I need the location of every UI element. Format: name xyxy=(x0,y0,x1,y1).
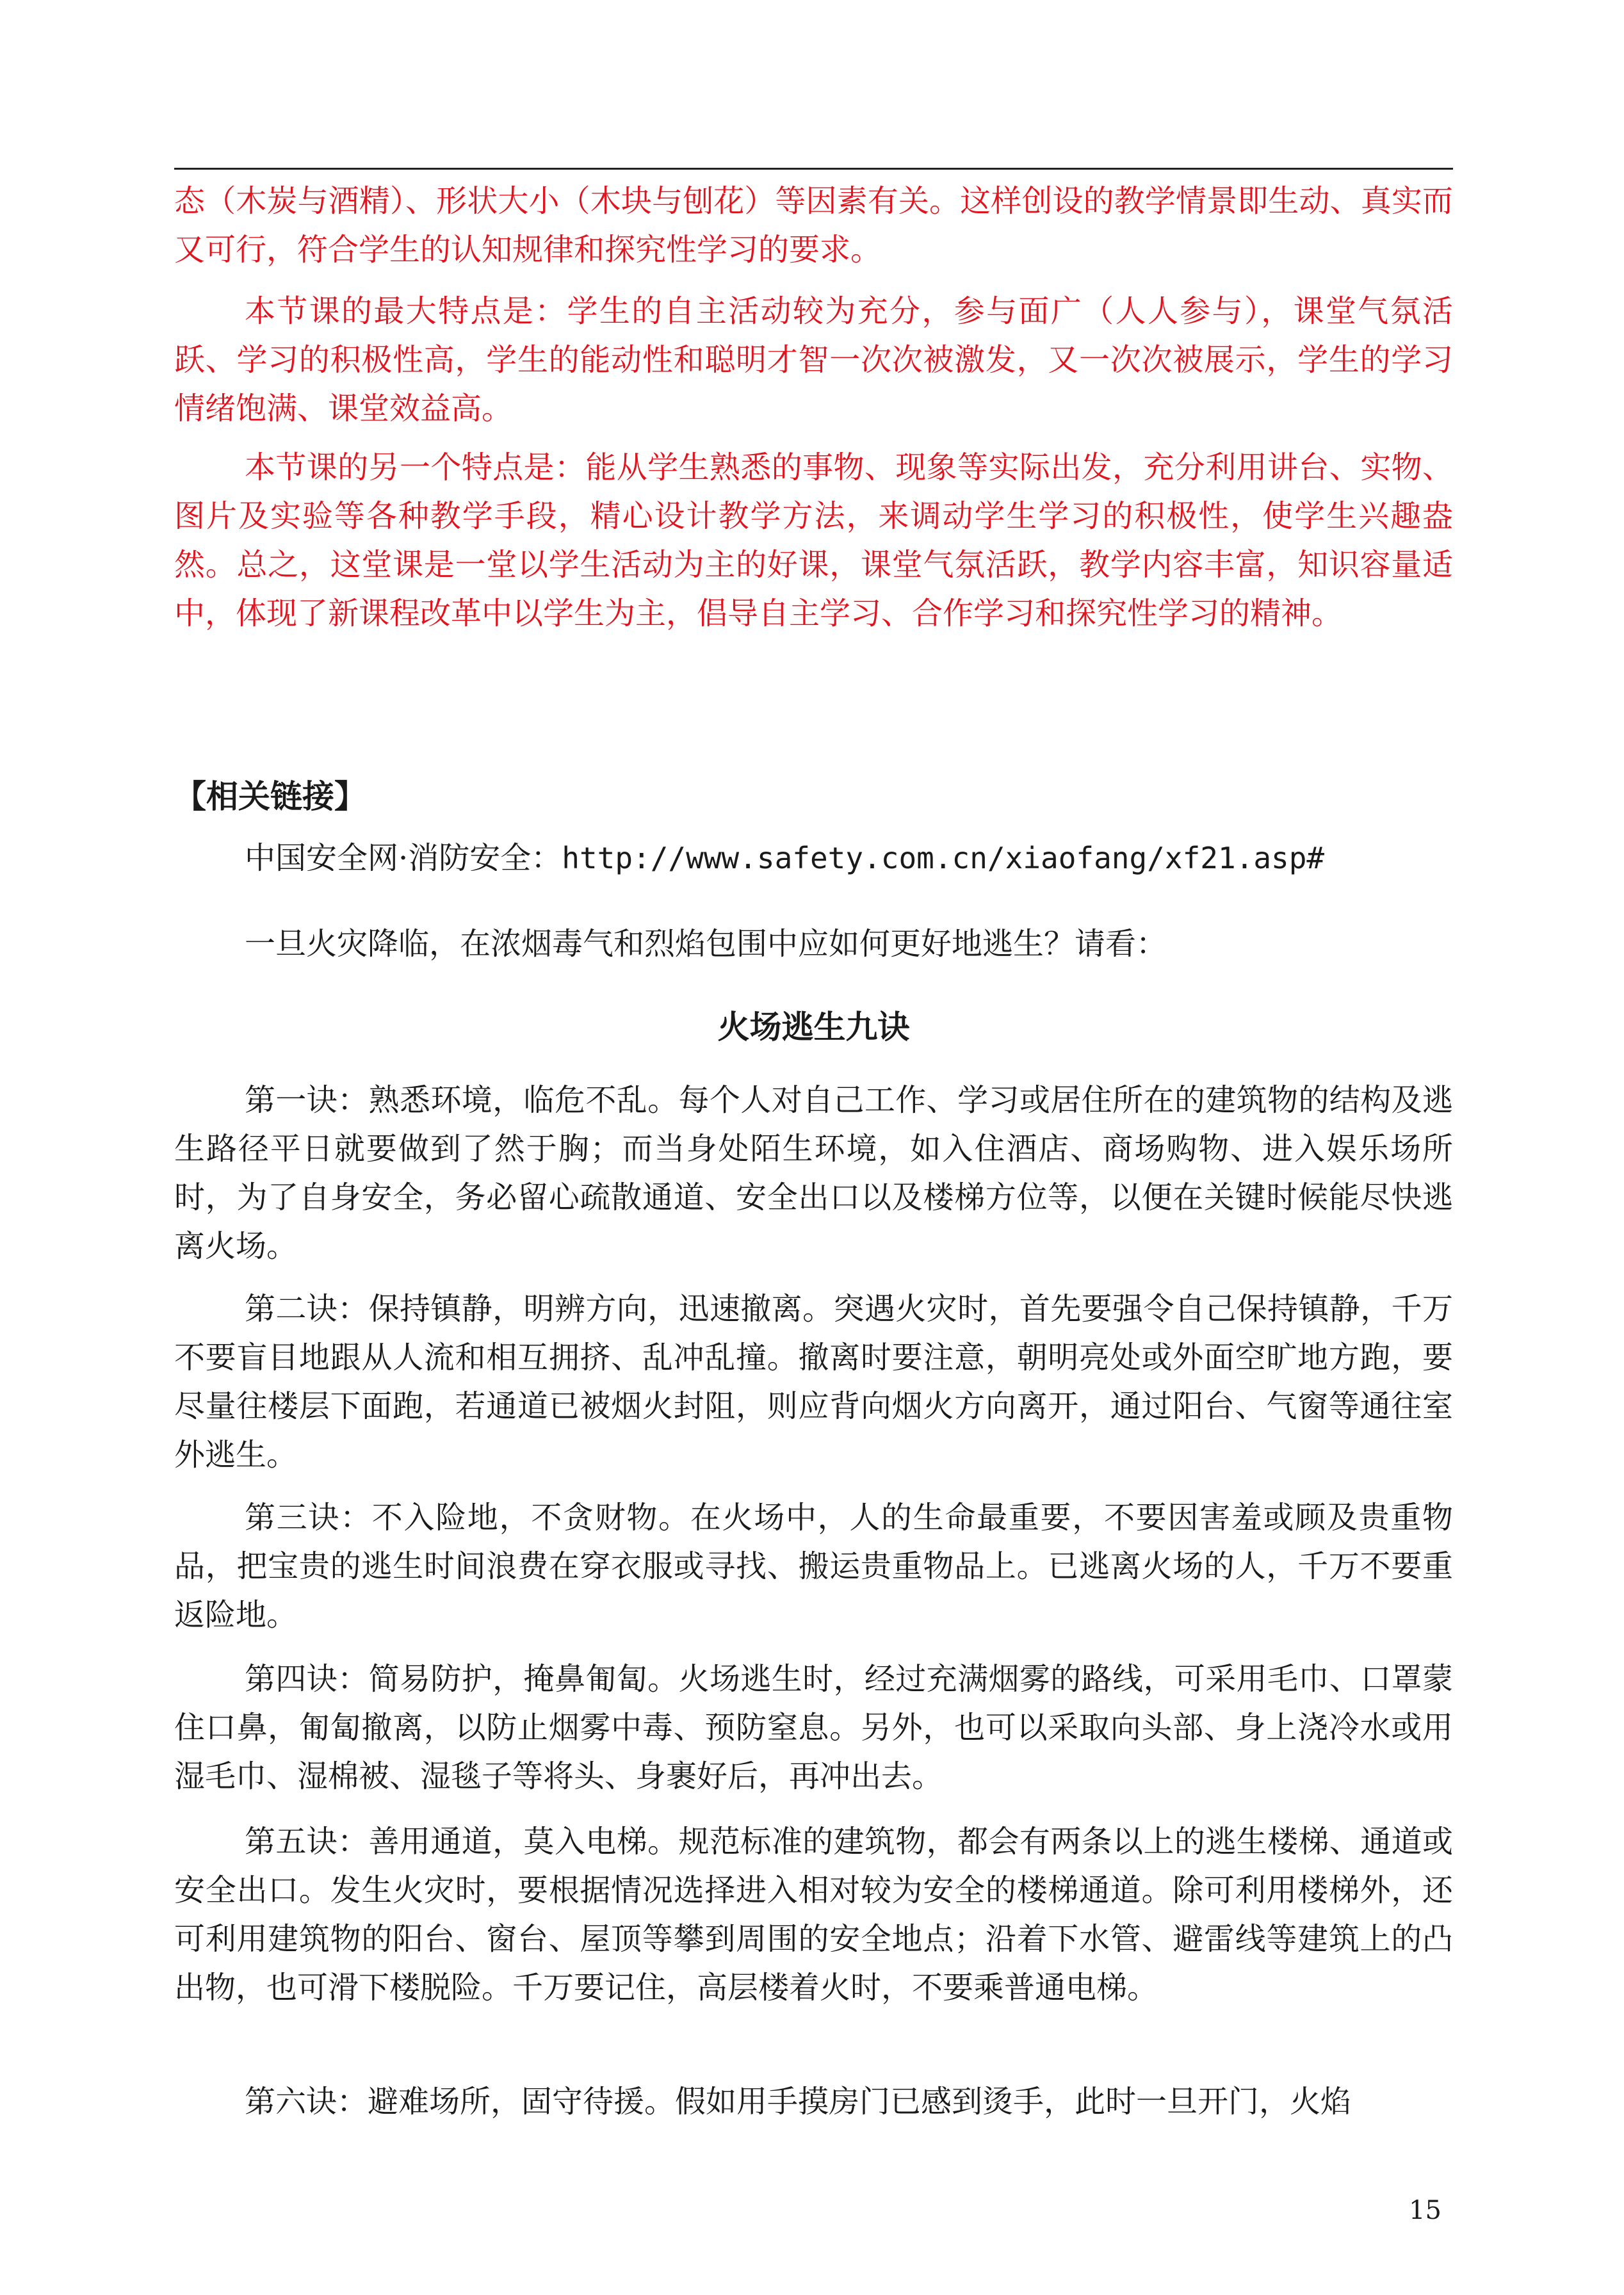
escape-tip-5: 第五诀：善用通道，莫入电梯。规范标准的建筑物，都会有两条以上的逃生楼梯、通道或安全出口。发生火灾时，要根据情况选择进入相对较为安全的楼梯通道。除可利用楼梯外，还可利用建筑物的阳台、窗台、屋顶等攀到周围的安全地点；沿着下水管、避雷线等建筑上的凸出物，也可滑下楼脱险。千万要记住，高层楼着火时，不要乘普通电梯。 xyxy=(174,1824,1453,2006)
review-paragraph-2: 本节课的最大特点是：学生的自主活动较为充分，参与面广（人人参与），课堂气氛活跃、学习的积极性高，学生的能动性和聪明才智一次次被激发，又一次次被展示，学生的学习情绪饱满、课堂效益高。 xyxy=(174,293,1453,426)
header-rule xyxy=(174,168,1453,170)
escape-tip-3: 第三诀：不入险地，不贪财物。在火场中，人的生命最重要，不要因害羞或顾及贵重物品，把宝贵的逃生时间浪费在穿衣服或寻找、搬运贵重物品上。已逃离火场的人，千万不要重返险地。 xyxy=(174,1500,1453,1633)
review-paragraph-3: 本节课的另一个特点是：能从学生熟悉的事物、现象等实际出发，充分利用讲台、实物、图片及实验等各种教学手段，精心设计教学方法，来调动学生学习的积极性，使学生兴趣盎然。总之，这堂课是一堂以学生活动为主的好课，课堂气氛活跃，教学内容丰富，知识容量适中，体现了新课程改革中以学生为主，倡导自主学习、合作学习和探究性学习的精神。 xyxy=(174,450,1453,631)
escape-intro: 一旦火灾降临，在浓烟毒气和烈焰包围中应如何更好地逃生？请看： xyxy=(245,926,1167,962)
article-title: 火场逃生九诀 xyxy=(717,1009,910,1046)
review-paragraph-1: 态（木炭与酒精）、形状大小（木块与刨花）等因素有关。这样创设的教学情景即生动、真实而又可行，符合学生的认知规律和探究性学习的要求。 xyxy=(174,183,1453,268)
related-link-line xyxy=(245,834,1324,882)
page-number: 15 xyxy=(1409,2196,1441,2225)
safety-site-link[interactable]: http://www.safety.com.cn/xiaofang/xf21.asp# xyxy=(562,841,1325,875)
escape-tip-6: 第六诀：避难场所，固守待援。假如用手摸房门已感到烫手，此时一旦开门，火焰 xyxy=(245,2084,1352,2120)
escape-tip-4: 第四诀：简易防护，掩鼻匍匐。火场逃生时，经过充满烟雾的路线，可采用毛巾、口罩蒙住口鼻，匍匐撤离，以防止烟雾中毒、预防窒息。另外，也可以采取向头部、身上浇冷水或用湿毛巾、湿棉被、湿毯子等将头、身裹好后，再冲出去。 xyxy=(174,1661,1453,1794)
link-label: 中国安全网·消防安全： xyxy=(245,840,562,876)
related-links-heading: 【相关链接】 xyxy=(174,778,366,815)
escape-tip-2: 第二诀：保持镇静，明辨方向，迅速撤离。突遇火灾时，首先要强令自己保持镇静，千万不要盲目地跟从人流和相互拥挤、乱冲乱撞。撤离时要注意，朝明亮处或外面空旷地方跑，要尽量往楼层下面跑，若通道已被烟火封阻，则应背向烟火方向离开，通过阳台、气窗等通往室外逃生。 xyxy=(174,1291,1453,1473)
escape-tip-1: 第一诀：熟悉环境，临危不乱。每个人对自己工作、学习或居住所在的建筑物的结构及逃生路径平日就要做到了然于胸；而当身处陌生环境，如入住酒店、商场购物、进入娱乐场所时，为了自身安全，务必留心疏散通道、安全出口以及楼梯方位等，以便在关键时候能尽快逃离火场。 xyxy=(174,1082,1453,1264)
